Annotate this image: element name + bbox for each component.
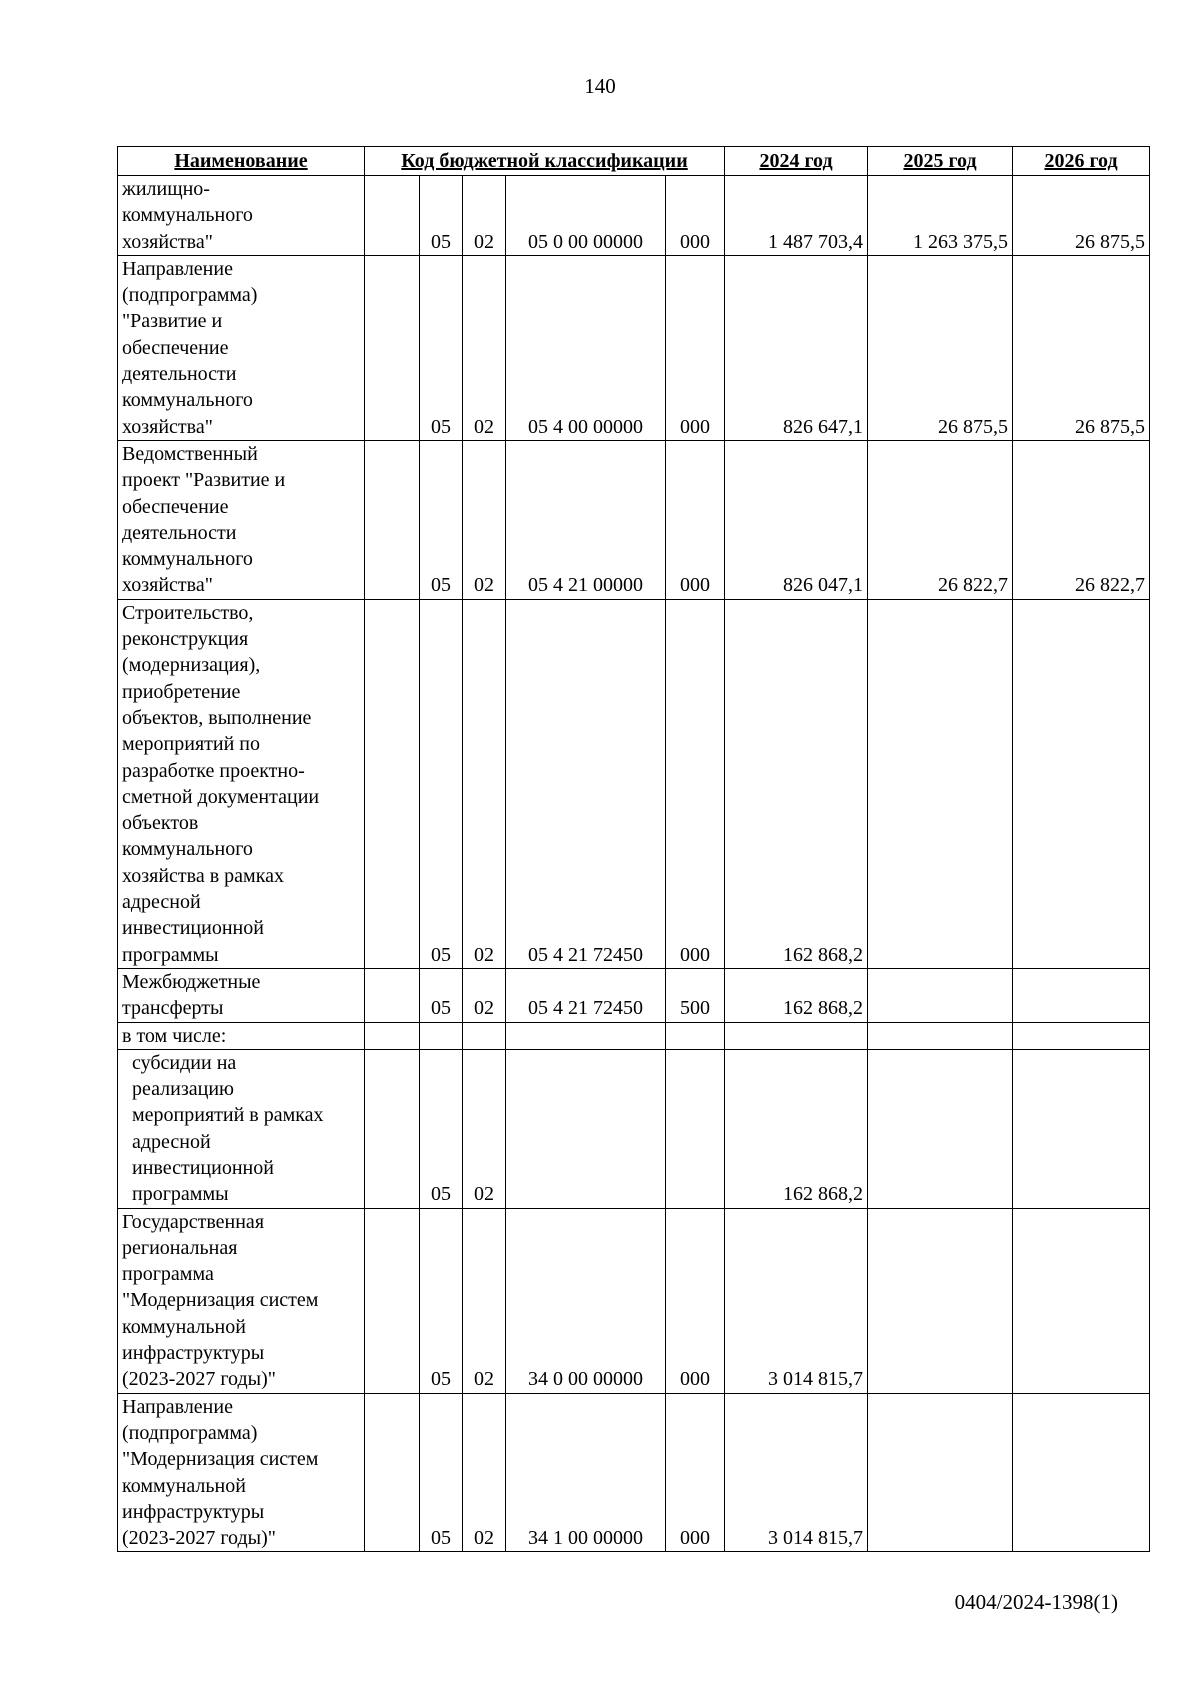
row-target-code: 05 4 00 00000 xyxy=(506,255,666,440)
row-2024: 3 014 815,7 xyxy=(725,1208,868,1393)
row-2025 xyxy=(868,1022,1013,1049)
row-subsection: 02 xyxy=(463,599,506,968)
row-expense-type xyxy=(666,1049,725,1208)
row-subsection: 02 xyxy=(463,176,506,256)
row-section: 05 xyxy=(420,1208,463,1393)
row-expense-type: 500 xyxy=(666,968,725,1022)
row-name: Направление (подпрограмма) "Модернизация систем коммунальной инфраструктуры (2023-2027 годы)" xyxy=(118,1393,365,1552)
row-section xyxy=(420,1022,463,1049)
row-2026 xyxy=(1013,968,1150,1022)
row-expense-type: 000 xyxy=(666,1208,725,1393)
row-expense-type: 000 xyxy=(666,255,725,440)
row-2026 xyxy=(1013,1393,1150,1552)
header-budget-code: Код бюджетной классификации xyxy=(365,147,725,176)
header-2025: 2025 год xyxy=(868,147,1013,176)
table-row xyxy=(118,440,1150,599)
row-target-code: 05 0 00 00000 xyxy=(506,176,666,256)
document-code: 0404/2024-1398(1) xyxy=(954,1590,1118,1614)
row-2025 xyxy=(868,1208,1013,1393)
row-expense-type: 000 xyxy=(666,1393,725,1552)
row-empty xyxy=(365,255,420,440)
row-2025 xyxy=(868,1393,1013,1552)
row-2026 xyxy=(1013,599,1150,968)
table-row xyxy=(118,176,1150,256)
row-2025 xyxy=(868,599,1013,968)
row-2024: 826 047,1 xyxy=(725,440,868,599)
row-section: 05 xyxy=(420,255,463,440)
row-2026 xyxy=(1013,1049,1150,1208)
row-2024: 1 487 703,4 xyxy=(725,176,868,256)
row-name: Ведомственный проект "Развитие и обеспечение деятельности коммунального хозяйства" xyxy=(118,440,365,599)
row-2026: 26 875,5 xyxy=(1013,176,1150,256)
row-empty xyxy=(365,1022,420,1049)
table-header-row xyxy=(118,147,1150,176)
row-subsection: 02 xyxy=(463,440,506,599)
row-empty xyxy=(365,1393,420,1552)
row-2026: 26 822,7 xyxy=(1013,440,1150,599)
row-expense-type xyxy=(666,1022,725,1049)
row-name: жилищно- коммунального хозяйства" xyxy=(118,176,365,256)
row-2025: 26 875,5 xyxy=(868,255,1013,440)
row-name: Строительство, реконструкция (модернизация), приобретение объектов, выполнение мероприятий по разработке проектно- сметной документации объектов коммунального хозяйства в рамках адресной инвестиционной программы xyxy=(118,599,365,968)
table-row xyxy=(118,599,1150,968)
row-2025 xyxy=(868,1049,1013,1208)
row-name: субсидии на реализацию мероприятий в рамках адресной инвестиционной программы xyxy=(118,1049,365,1208)
table-row xyxy=(118,255,1150,440)
row-2025 xyxy=(868,968,1013,1022)
row-target-code: 05 4 21 00000 xyxy=(506,440,666,599)
table-row xyxy=(118,1049,1150,1208)
row-section: 05 xyxy=(420,599,463,968)
row-target-code xyxy=(506,1049,666,1208)
row-2026 xyxy=(1013,1022,1150,1049)
table-row xyxy=(118,1208,1150,1393)
row-target-code: 05 4 21 72450 xyxy=(506,599,666,968)
row-2024 xyxy=(725,1022,868,1049)
row-name: в том числе: xyxy=(118,1022,365,1049)
row-2024: 162 868,2 xyxy=(725,968,868,1022)
row-target-code: 05 4 21 72450 xyxy=(506,968,666,1022)
row-subsection: 02 xyxy=(463,255,506,440)
row-target-code xyxy=(506,1022,666,1049)
row-expense-type: 000 xyxy=(666,440,725,599)
table-row xyxy=(118,968,1150,1022)
row-expense-type: 000 xyxy=(666,176,725,256)
row-2025: 26 822,7 xyxy=(868,440,1013,599)
row-2025: 1 263 375,5 xyxy=(868,176,1013,256)
header-2026: 2026 год xyxy=(1013,147,1150,176)
row-empty xyxy=(365,176,420,256)
budget-table xyxy=(117,146,1150,1552)
row-target-code: 34 0 00 00000 xyxy=(506,1208,666,1393)
row-subsection: 02 xyxy=(463,1208,506,1393)
row-empty xyxy=(365,599,420,968)
row-section: 05 xyxy=(420,176,463,256)
row-name: Государственная региональная программа "Модернизация систем коммунальной инфраструктуры (2023-2027 годы)" xyxy=(118,1208,365,1393)
table-row xyxy=(118,1022,1150,1049)
row-2024: 3 014 815,7 xyxy=(725,1393,868,1552)
row-2024: 162 868,2 xyxy=(725,1049,868,1208)
row-2026 xyxy=(1013,1208,1150,1393)
row-subsection xyxy=(463,1022,506,1049)
row-empty xyxy=(365,440,420,599)
table-row xyxy=(118,1393,1150,1552)
row-section: 05 xyxy=(420,1049,463,1208)
page-number: 140 xyxy=(584,74,616,98)
row-2024: 162 868,2 xyxy=(725,599,868,968)
header-name: Наименование xyxy=(118,147,365,176)
row-empty xyxy=(365,968,420,1022)
row-subsection: 02 xyxy=(463,968,506,1022)
row-subsection: 02 xyxy=(463,1049,506,1208)
row-target-code: 34 1 00 00000 xyxy=(506,1393,666,1552)
row-empty xyxy=(365,1208,420,1393)
row-empty xyxy=(365,1049,420,1208)
header-2024: 2024 год xyxy=(725,147,868,176)
row-expense-type: 000 xyxy=(666,599,725,968)
row-name: Направление (подпрограмма) "Развитие и обеспечение деятельности коммунального хозяйства" xyxy=(118,255,365,440)
row-subsection: 02 xyxy=(463,1393,506,1552)
row-section: 05 xyxy=(420,440,463,599)
row-2024: 826 647,1 xyxy=(725,255,868,440)
row-section: 05 xyxy=(420,1393,463,1552)
row-name: Межбюджетные трансферты xyxy=(118,968,365,1022)
row-section: 05 xyxy=(420,968,463,1022)
row-2026: 26 875,5 xyxy=(1013,255,1150,440)
